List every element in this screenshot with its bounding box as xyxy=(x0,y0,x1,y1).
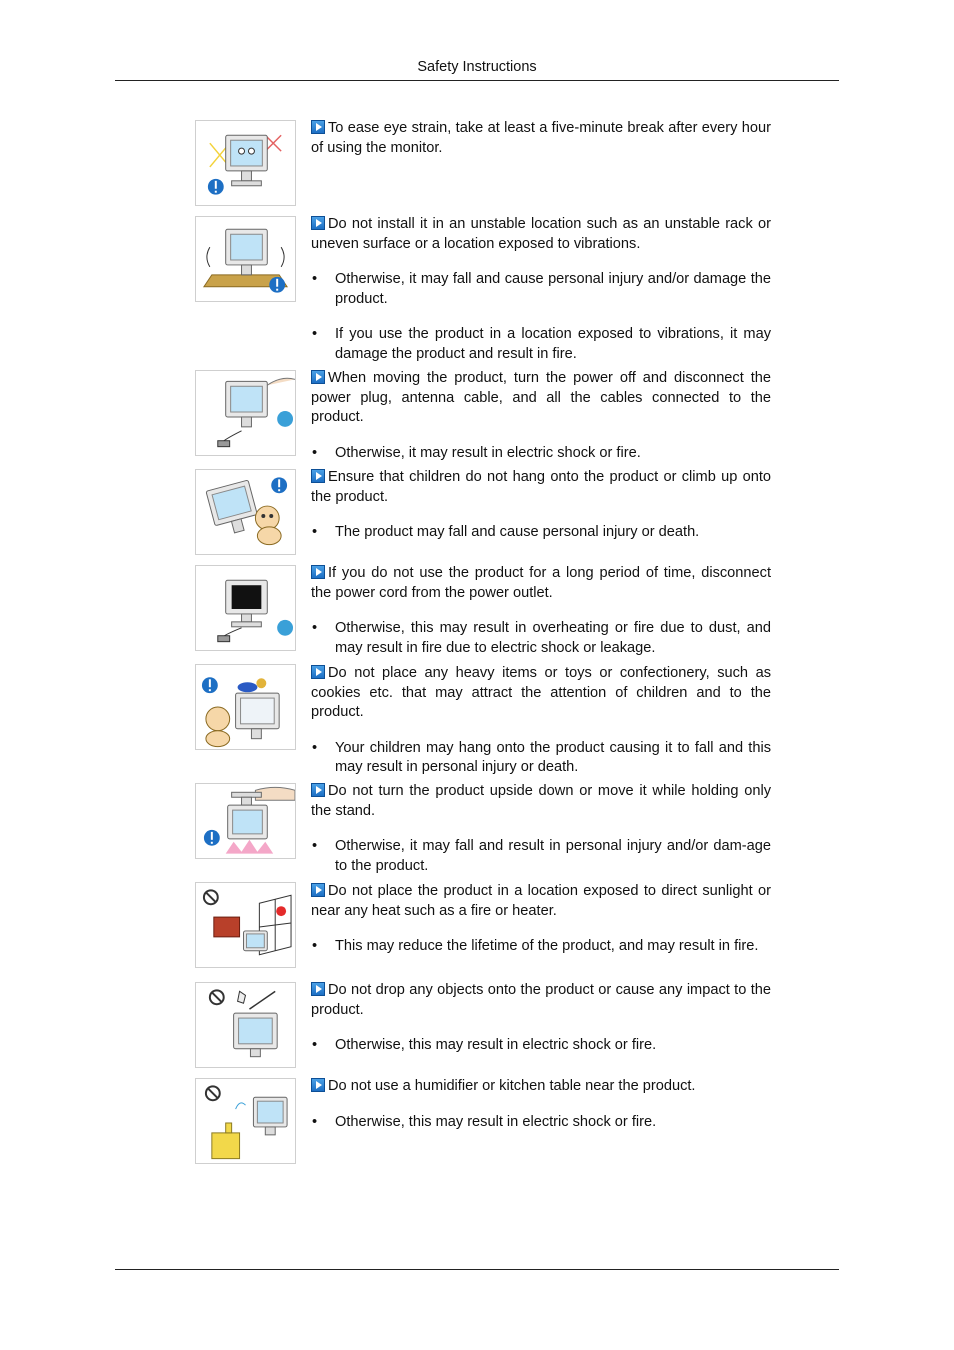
unstable-location-illustration xyxy=(195,216,296,302)
bullet-item: • Otherwise, it may fall and cause personal injury and/or damage the product. xyxy=(311,270,771,309)
safety-item-8: Do not place the product in a location exposed to direct sunlight or near any heat such as a fire or heater. • This may reduce the lifetime of the product, and may result in fire. xyxy=(311,882,771,957)
arrow-icon xyxy=(311,883,325,897)
bullet-item: • Otherwise, it may result in electric shock or fire. xyxy=(311,444,771,464)
arrow-icon xyxy=(311,783,325,797)
arrow-icon xyxy=(311,216,325,230)
heat-sunlight-illustration xyxy=(195,882,296,968)
bullet-item: • The product may fall and cause personal injury or death. xyxy=(311,523,771,543)
safety-item-3: When moving the product, turn the power off and disconnect the power plug, antenna cable, and all the cables connected to the product. • Otherwise, it may result in electric shock or fire. xyxy=(311,369,771,463)
unplug-long-period-illustration xyxy=(195,565,296,651)
footer-divider xyxy=(115,1269,839,1270)
dropping-objects-illustration xyxy=(195,982,296,1068)
arrow-icon xyxy=(311,1078,325,1092)
arrow-icon xyxy=(311,469,325,483)
page-title: Safety Instructions xyxy=(417,59,537,75)
arrow-icon xyxy=(311,565,325,579)
header-divider xyxy=(115,80,839,81)
bullet-item: • Otherwise, this may result in overheating or fire due to dust, and may result in fire due to electric shock or leakage. xyxy=(311,619,771,658)
bullet-item: • Otherwise, it may fall and result in personal injury and/or dam-age to the product. xyxy=(311,837,771,876)
arrow-icon xyxy=(311,120,325,134)
unplug-before-moving-illustration xyxy=(195,370,296,456)
toys-on-monitor-illustration xyxy=(195,664,296,750)
safety-item-6: Do not place any heavy items or toys or confectionery, such as cookies etc. that may attract the attention of children and to the product. • Your children may hang onto the product causing it to fall and this may result in personal injury or death. xyxy=(311,664,771,778)
safety-item-10: Do not use a humidifier or kitchen table near the product. • Otherwise, this may result in electric shock or fire. xyxy=(311,1077,771,1132)
bullet-item: • If you use the product in a location exposed to vibrations, it may damage the product and result in fire. xyxy=(311,325,771,364)
bullet-item: • Otherwise, this may result in electric shock or fire. xyxy=(311,1113,771,1133)
eye-strain-monitor-illustration xyxy=(195,120,296,206)
child-hanging-illustration xyxy=(195,469,296,555)
arrow-icon xyxy=(311,665,325,679)
safety-item-1: To ease eye strain, take at least a five-minute break after every hour of using the monitor. xyxy=(311,120,771,156)
arrow-icon xyxy=(311,370,325,384)
safety-item-4: Ensure that children do not hang onto the product or climb up onto the product. • The product may fall and cause personal injury or death. xyxy=(311,468,771,543)
safety-item-7: Do not turn the product upside down or move it while holding only the stand. • Otherwise, it may fall and result in personal injury and/or dam-age to the product. xyxy=(311,782,771,876)
bullet-item: • Your children may hang onto the product causing it to fall and this may result in personal injury or death. xyxy=(311,739,771,778)
safety-item-5: If you do not use the product for a long period of time, disconnect the power cord from the power outlet. • Otherwise, this may result in overheating or fire due to dust, and may result in fire due to electric shock or leakage. xyxy=(311,564,771,658)
bullet-item: • Otherwise, this may result in electric shock or fire. xyxy=(311,1036,771,1056)
arrow-icon xyxy=(311,982,325,996)
safety-item-9: Do not drop any objects onto the product or cause any impact to the product. • Otherwise, this may result in electric shock or fire. xyxy=(311,981,771,1056)
bullet-item: • This may reduce the lifetime of the product, and may result in fire. xyxy=(311,937,771,957)
humidifier-illustration xyxy=(195,1078,296,1164)
safety-item-2: Do not install it in an unstable location such as an unstable rack or uneven surface or a location exposed to vibrations. • Otherwise, it may fall and cause personal injury and/or damage the product. • If you use the product in a location exposed to vibrations, it may damage the product and result in fire. xyxy=(311,215,771,364)
upside-down-illustration xyxy=(195,783,296,859)
